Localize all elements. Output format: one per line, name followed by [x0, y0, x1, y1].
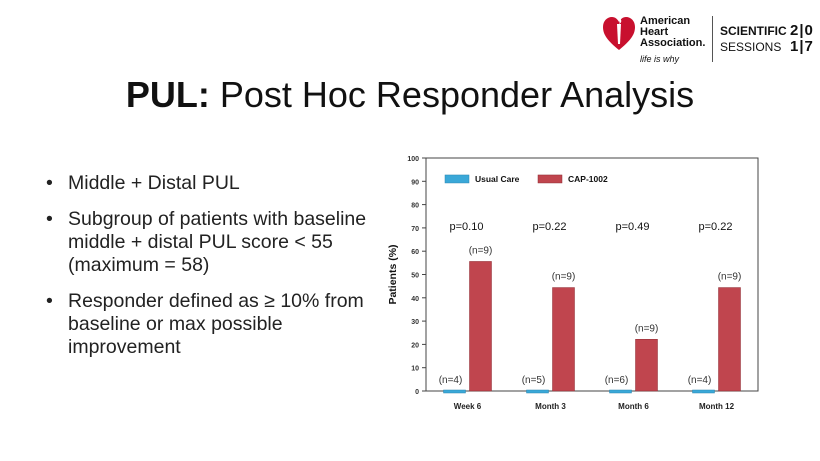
legend-swatch-cap-1002: [538, 175, 562, 183]
logo-divider: [712, 16, 713, 62]
aha-name: [640, 16, 705, 49]
legend-swatch-usual-care: [445, 175, 469, 183]
heart-torch-icon: [602, 14, 636, 54]
responder-bar-chart: [378, 148, 768, 418]
event-year-bottom: 1|7: [790, 38, 814, 55]
y-tick-label: 10: [411, 365, 419, 373]
n-label-usual-care: (n=4): [687, 375, 712, 386]
legend-label-cap-1002: CAP-1002: [568, 173, 608, 184]
n-label-cap-1002: (n=9): [634, 323, 659, 335]
aha-name-line1: American: [640, 15, 691, 27]
bullet-item: • Responder defined as ≥ 10% from baseline or max possible improvement: [46, 290, 376, 359]
y-tick-label: 60: [411, 249, 419, 257]
bar-cap-1002: [553, 288, 575, 391]
n-label-usual-care: (n=4): [438, 375, 463, 386]
bar-cap-1002: [719, 288, 741, 391]
p-value-label: p=0.10: [449, 221, 484, 234]
bar-usual-care: [527, 390, 549, 393]
aha-tagline: life is why: [640, 54, 680, 64]
bar-usual-care: [693, 390, 715, 393]
x-tick-label: Month 6: [618, 402, 649, 411]
slide-title-bold: PUL:: [125, 74, 210, 115]
n-label-cap-1002: (n=9): [717, 271, 742, 283]
aha-logo: [602, 14, 814, 68]
n-label-usual-care: (n=6): [604, 375, 629, 386]
y-tick-label: 30: [411, 319, 419, 327]
slide-title: [0, 74, 820, 116]
y-tick-label: 80: [411, 202, 419, 210]
p-value-label: p=0.22: [698, 221, 733, 234]
bar-usual-care: [444, 390, 466, 393]
y-axis-label: Patients (%): [387, 244, 399, 305]
x-tick-label: Month 12: [698, 402, 735, 411]
x-tick-label: Week 6: [453, 402, 482, 411]
y-tick-label: 0: [415, 389, 419, 396]
y-tick-label: 20: [411, 342, 419, 350]
n-label-cap-1002: (n=9): [551, 271, 576, 283]
slide-title-rest: Post Hoc Responder Analysis: [209, 74, 695, 115]
x-tick-label: Month 3: [535, 402, 566, 411]
n-label-cap-1002: (n=9): [468, 245, 493, 257]
y-tick-label: 70: [411, 225, 419, 233]
event-name-line1: SCIENTIFIC: [720, 24, 787, 38]
bar-usual-care: [610, 390, 632, 393]
y-tick-label: 40: [411, 295, 419, 303]
y-tick-label: 50: [411, 272, 419, 280]
n-label-usual-care: (n=5): [521, 375, 546, 386]
bullet-item: • Subgroup of patients with baseline middle + distal PUL score < 55 (maximum = 58): [46, 208, 376, 277]
aha-name-line2: Heart: [640, 26, 669, 38]
bullet-item: • Middle + Distal PUL: [46, 172, 376, 195]
y-tick-label: 90: [411, 179, 419, 187]
bullet-list: [46, 172, 376, 372]
y-tick-label: 100: [407, 156, 419, 163]
event-name-line2: SESSIONS: [720, 40, 782, 54]
aha-name-line3: Association.: [640, 37, 706, 49]
p-value-label: p=0.22: [532, 221, 567, 234]
legend-label-usual-care: Usual Care: [475, 173, 520, 184]
bar-cap-1002: [470, 261, 492, 391]
event-year-top: 2|0: [790, 22, 814, 39]
p-value-label: p=0.49: [615, 221, 650, 234]
bar-cap-1002: [636, 339, 658, 391]
